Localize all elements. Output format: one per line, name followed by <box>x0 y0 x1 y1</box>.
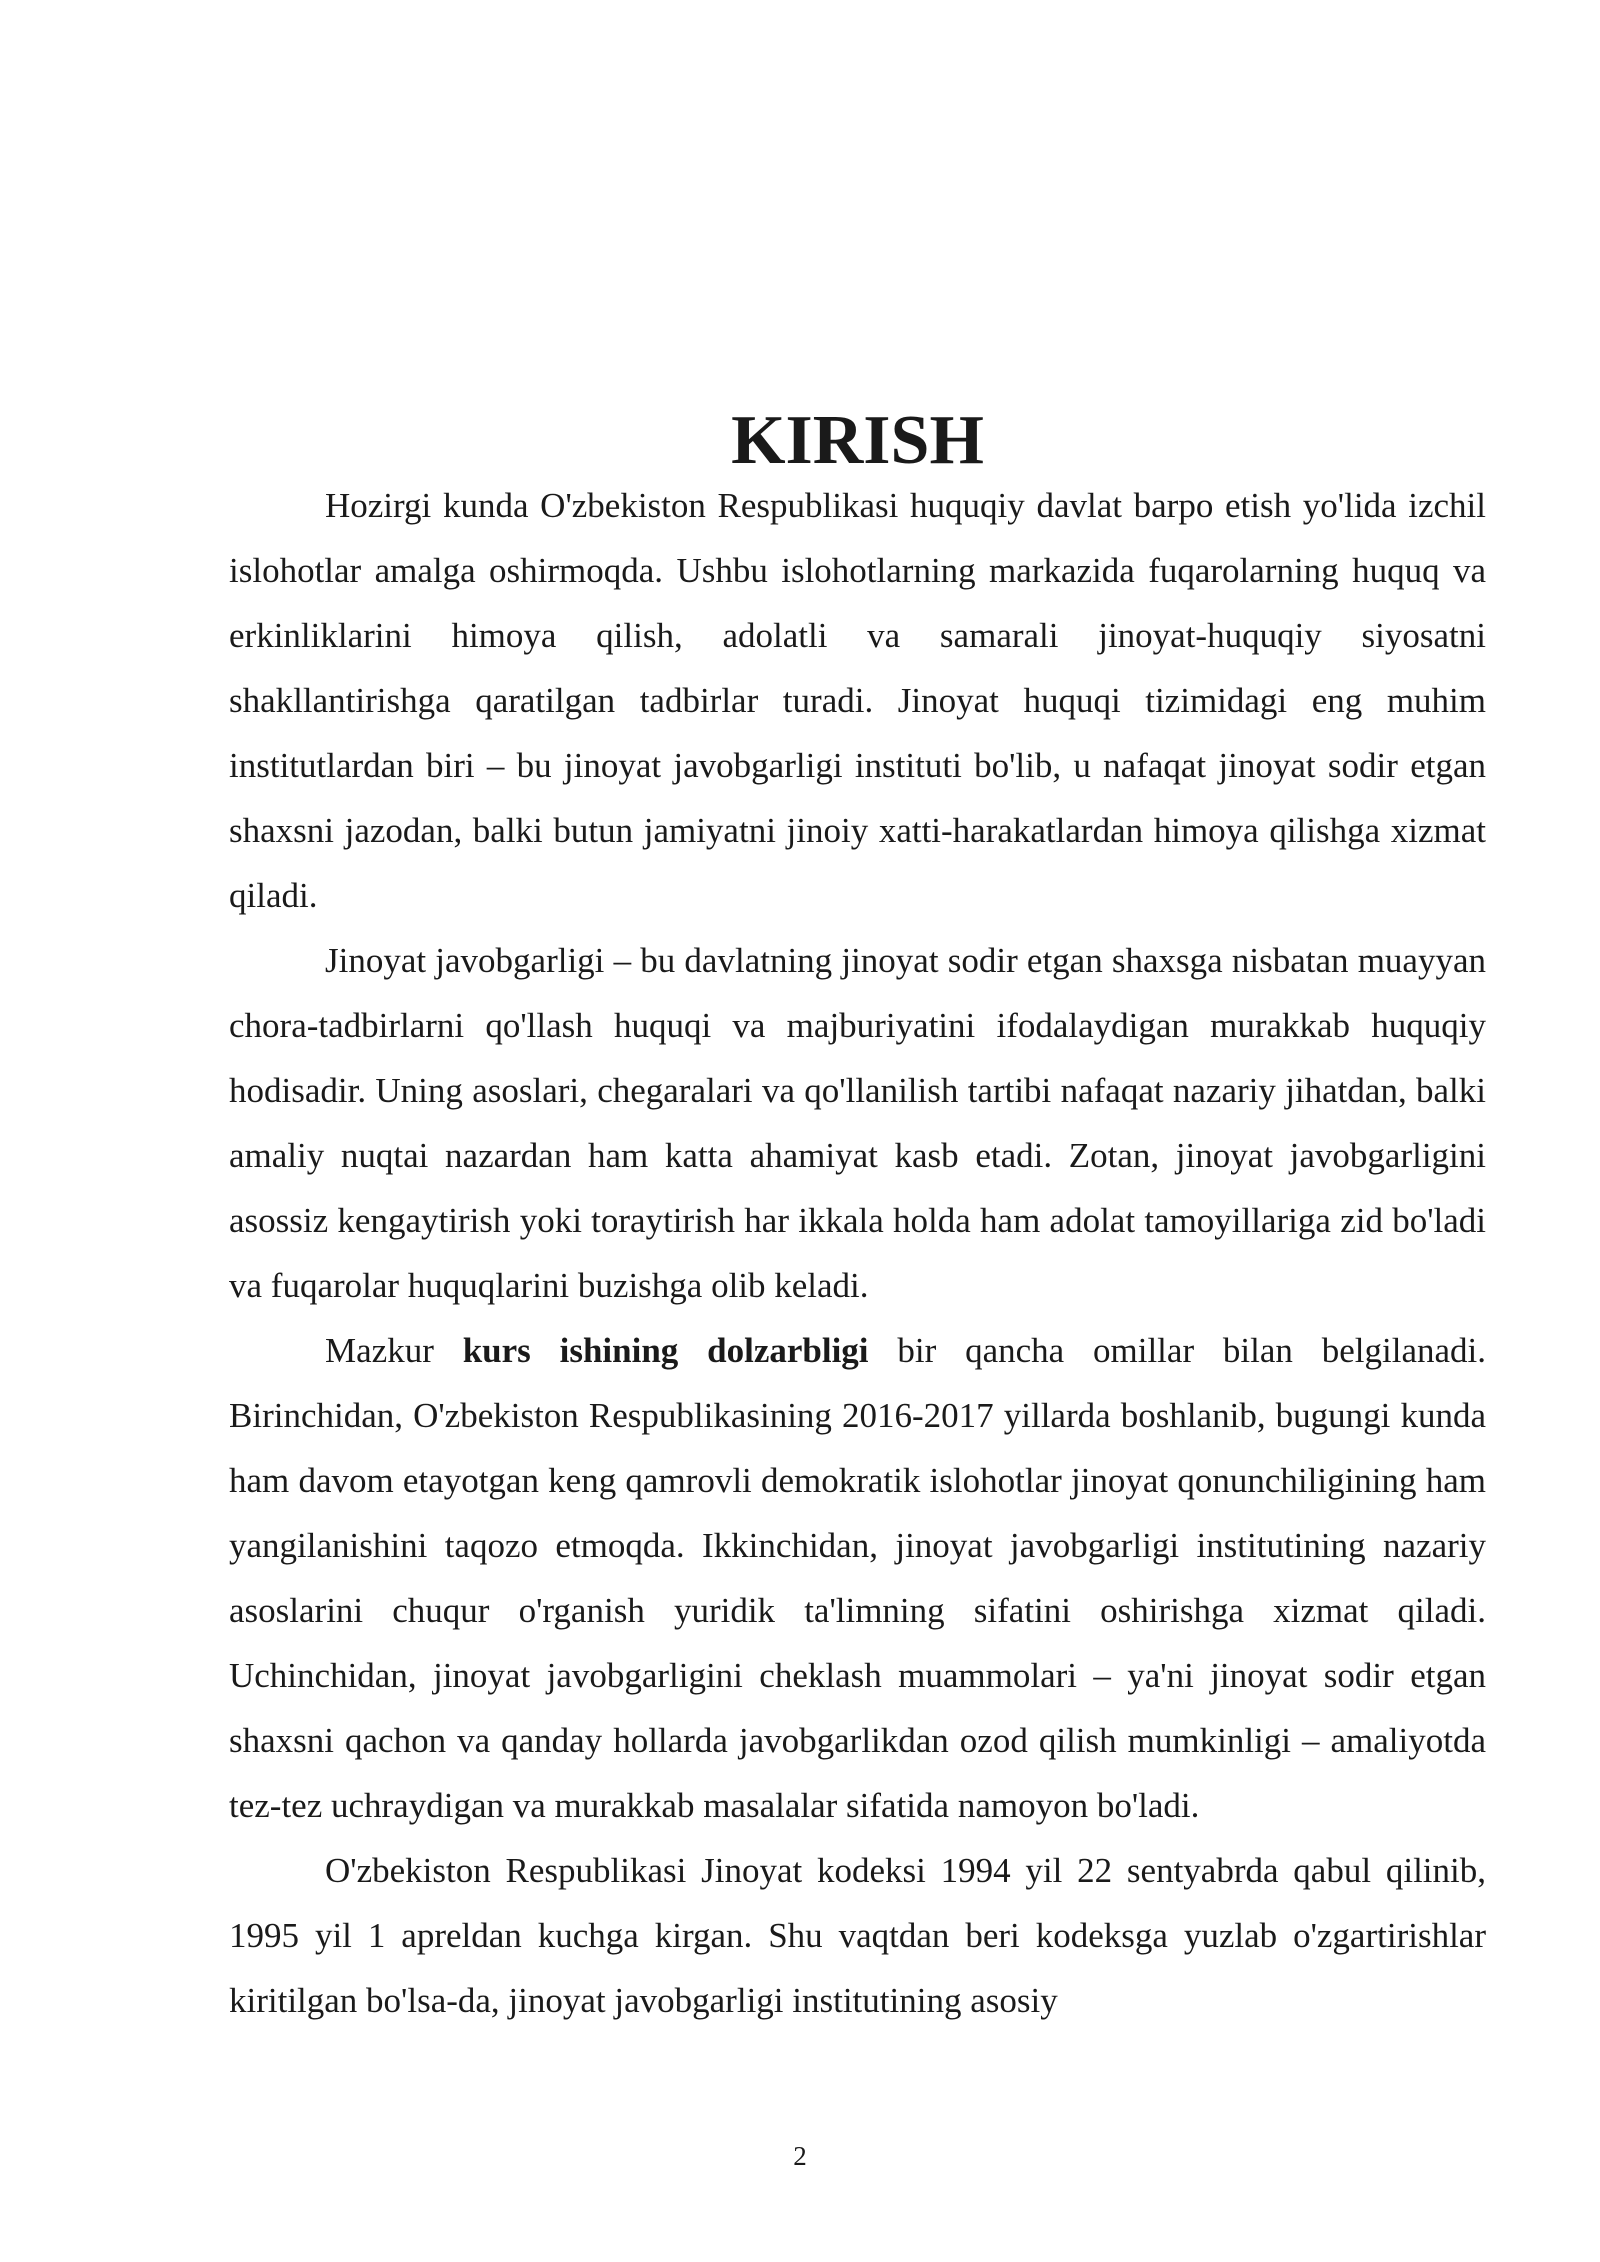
page-number: 2 <box>793 2141 807 2171</box>
paragraph-relevance-rest: bir qancha omillar bilan belgilanadi. Birinchidan, O'zbekiston Respublikasining 2016-2017 yillarda boshlanib, bugungi kunda ham davom etayotgan keng qamrovli demokratik islohotlar jinoyat qonunchiligining ham yangilanishini taqozo etmoqda. Ikkinchidan, jinoyat javobgarligi institutining nazariy asoslarini chuqur o'rganish yuridik ta'limning sifatini oshirishga xizmat qiladi. Uchinchidan, jinoyat javobgarligini cheklash muammolari – ya'ni jinoyat sodir etgan shaxsni qachon va qanday hollarda javobgarlikdan ozod qilish mumkinligi – amaliyotda tez-tez uchraydigan va murakkab masalalar sifatida namoyon bo'ladi. <box>229 1331 1486 1825</box>
section-heading: KIRISH <box>731 402 984 479</box>
paragraph-introduction: Hozirgi kunda O'zbekiston Respublikasi huquqiy davlat barpo etish yo'lida izchil islohotlar amalga oshirmoqda. Ushbu islohotlarning markazida fuqarolarning huquq va erkinliklarini himoya qilish, adolatli va samarali jinoyat-huquqiy siyosatni shakllantirishga qaratilgan tadbirlar turadi. Jinoyat huquqi tizimidagi eng muhim institutlardan biri – bu jinoyat javobgarligi instituti bo'lib, u nafaqat jinoyat sodir etgan shaxsni jazodan, balki butun jamiyatni jinoiy xatti-harakatlardan himoya qilishga xizmat qiladi. <box>229 486 1486 915</box>
paragraph-relevance-bold: kurs ishining dolzarbligi <box>462 1331 869 1370</box>
document-body <box>229 402 1486 2033</box>
paragraph-relevance <box>229 1318 1486 1838</box>
paragraph-criminal-liability: Jinoyat javobgarligi – bu davlatning jinoyat sodir etgan shaxsga nisbatan muayyan chora-tadbirlarni qo'llash huquqi va majburiyatini ifodalaydigan murakkab huquqiy hodisadir. Uning asoslari, chegaralari va qo'llanilish tartibi nafaqat nazariy jihatdan, balki amaliy nuqtai nazardan ham katta ahamiyat kasb etadi. Zotan, jinoyat javobgarligini asossiz kengaytirish yoki toraytirish har ikkala holda ham adolat tamoyillariga zid bo'ladi va fuqarolar huquqlarini buzishga olib keladi. <box>229 941 1486 1305</box>
paragraph-criminal-code: O'zbekiston Respublikasi Jinoyat kodeksi 1994 yil 22 sentyabrda qabul qilinib, 1995 yil 1 apreldan kuchga kirgan. Shu vaqtdan beri kodeksga yuzlab o'zgartirishlar kiritilgan bo'lsa-da, jinoyat javobgarligi institutining asosiy <box>229 1851 1486 2020</box>
paragraph-relevance-lead: Mazkur <box>325 1331 463 1370</box>
